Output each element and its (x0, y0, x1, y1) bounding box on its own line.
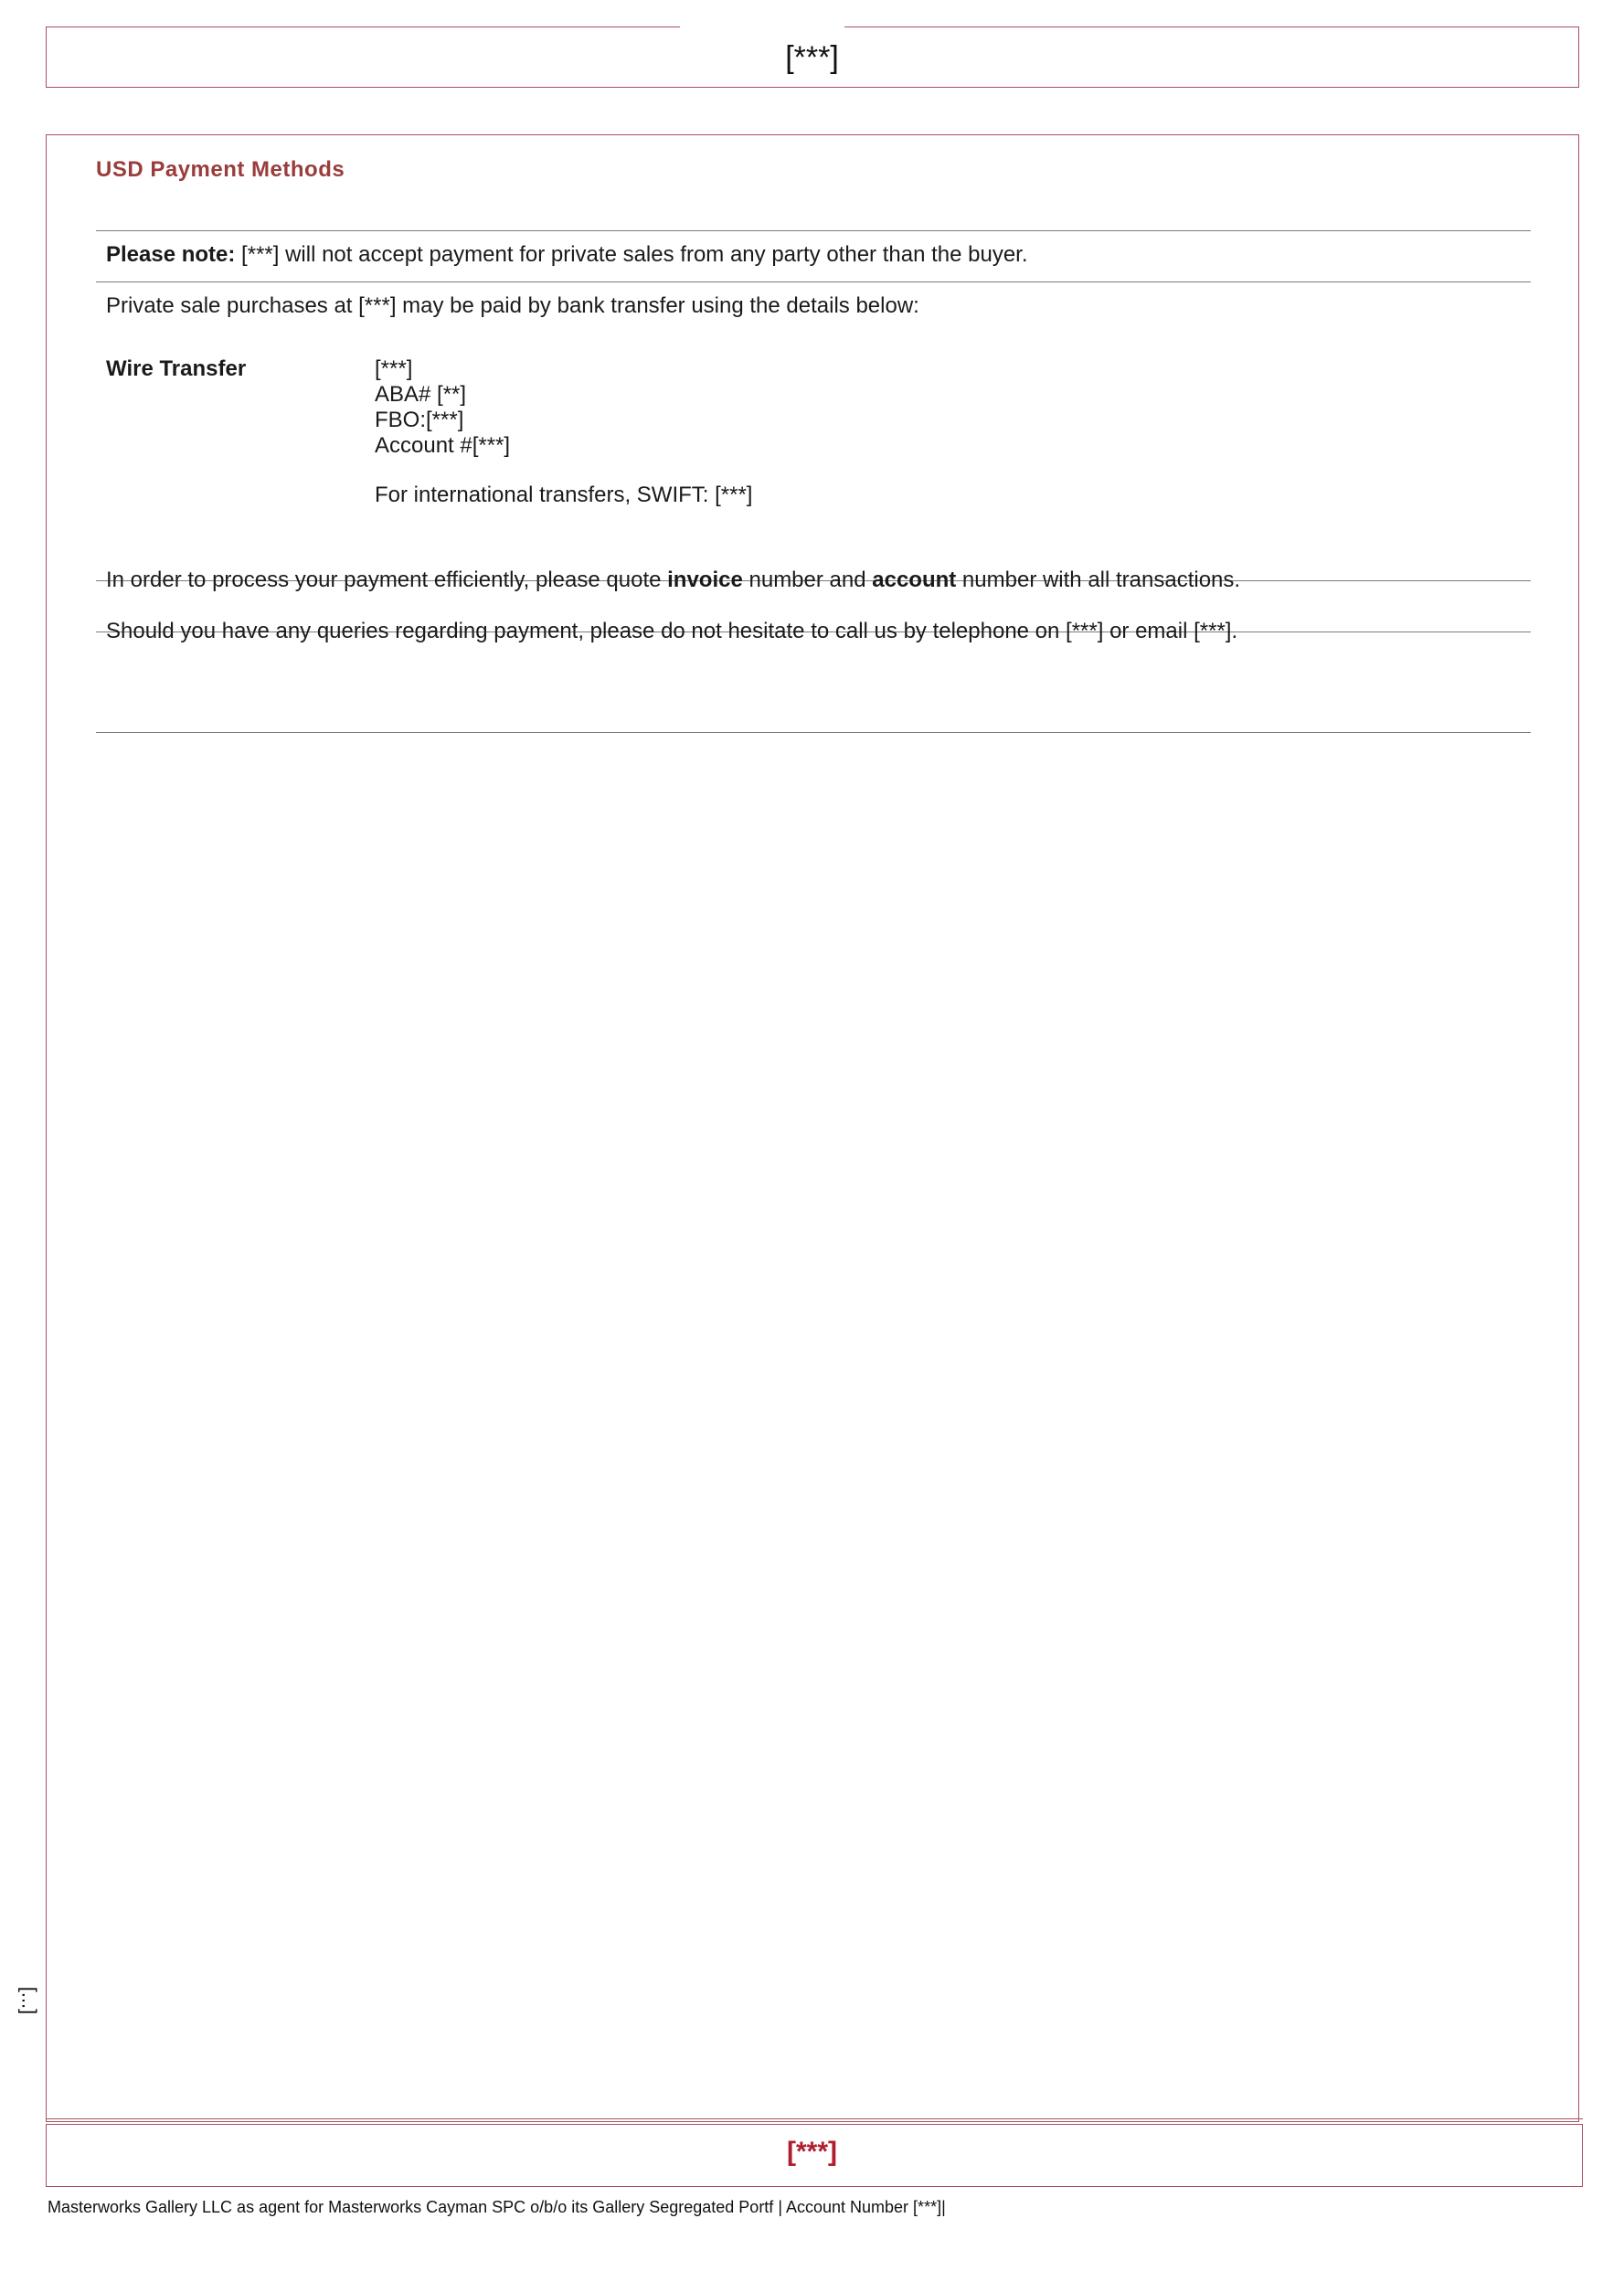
divider (96, 281, 1531, 282)
process-prefix: In order to process your payment efficiently, please quote (106, 568, 668, 592)
divider (96, 230, 1531, 231)
invoice-bold: invoice (667, 568, 743, 592)
process-suffix: number with all transactions. (956, 568, 1241, 592)
process-payment-text (106, 568, 1240, 593)
side-redaction-mark: [...] (17, 1986, 41, 2015)
divider (96, 732, 1531, 733)
footer-redacted: [***] (786, 2137, 837, 2167)
please-note-label: Please note: (106, 242, 236, 267)
intro-text: Private sale purchases at [***] may be paid by bank transfer using the details below: (106, 293, 919, 318)
wire-aba-line: ABA# [**] (375, 382, 467, 407)
footer-note: Masterworks Gallery LLC as agent for Masterworks Cayman SPC o/b/o its Gallery Segregated Portf | Account Number [***]| (48, 2198, 946, 2216)
footer-top-rule (46, 2118, 1583, 2119)
header-redacted: [***] (785, 40, 839, 75)
section-title: USD Payment Methods (96, 157, 345, 182)
wire-bank-line: [***] (375, 356, 413, 381)
wire-account-line: Account #[***] (375, 433, 511, 458)
wire-fbo-line: FBO:[***] (375, 408, 464, 432)
header-gap (680, 22, 844, 31)
please-note-text: [***] will not accept payment for private sales from any party other than the buyer. (235, 242, 1028, 267)
please-note-line (106, 242, 1028, 268)
account-bold: account (872, 568, 957, 592)
queries-text: Should you have any queries regarding payment, please do not hesitate to call us by telephone on [***] or email [***]. (106, 619, 1238, 643)
wire-transfer-details (375, 356, 510, 459)
main-content-box (46, 134, 1579, 2122)
wire-transfer-label: Wire Transfer (106, 356, 247, 381)
process-middle: number and (742, 568, 873, 592)
swift-line: For international transfers, SWIFT: [***] (375, 483, 753, 507)
